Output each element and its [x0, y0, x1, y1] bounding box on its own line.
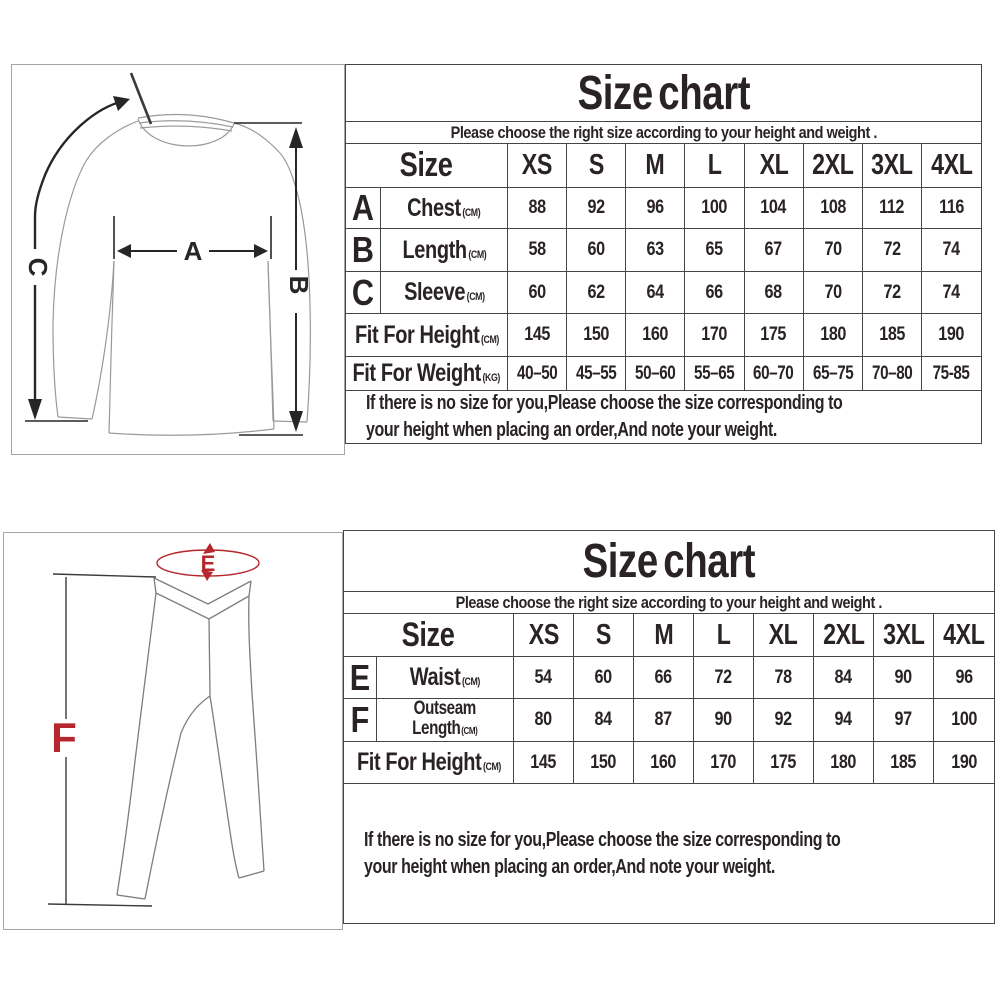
row-label-fit-for-weight: Fit For Weight (KG): [346, 357, 508, 391]
dim-label-b: B: [284, 275, 314, 295]
pants-diagram-box: [3, 532, 343, 930]
row-label-outseam-length: Outseam Length(CM): [377, 699, 514, 742]
value-cell: 150: [567, 314, 626, 357]
value-cell: 60–70: [745, 357, 804, 391]
value-cell: 68: [745, 272, 804, 314]
value-cell: 170: [685, 314, 744, 357]
column-header-xs: XS: [514, 614, 574, 657]
value-cell: 74: [922, 229, 981, 272]
value-cell: 90: [874, 657, 934, 699]
value-cell: 45–55: [567, 357, 626, 391]
value-cell: 160: [634, 742, 694, 784]
row-letter-a: A: [346, 188, 381, 229]
value-cell: 62: [567, 272, 626, 314]
value-cell: 65–75: [804, 357, 863, 391]
value-cell: 97: [874, 699, 934, 742]
value-cell: 100: [685, 188, 744, 229]
value-cell: 75-85: [922, 357, 981, 391]
value-cell: 65: [685, 229, 744, 272]
value-cell: 66: [634, 657, 694, 699]
column-header-2xl: 2XL: [804, 144, 863, 188]
value-cell: 63: [626, 229, 685, 272]
collar-pointer-line: [131, 73, 151, 124]
column-header-s: S: [567, 144, 626, 188]
value-cell: 92: [754, 699, 814, 742]
column-header-m: M: [626, 144, 685, 188]
value-cell: 40–50: [508, 357, 567, 391]
size-column-header: Size: [344, 614, 514, 657]
value-cell: 175: [745, 314, 804, 357]
dim-label-a: A: [183, 236, 203, 266]
dim-label-c: C: [23, 257, 53, 277]
row-letter-c: C: [346, 272, 381, 314]
value-cell: 67: [745, 229, 804, 272]
value-cell: 145: [508, 314, 567, 357]
row-label-waist: Waist (CM): [377, 657, 514, 699]
dim-label-e: E: [200, 551, 216, 576]
value-cell: 78: [754, 657, 814, 699]
size-column-header: Size: [346, 144, 508, 188]
row-label-chest: Chest (CM): [381, 188, 508, 229]
column-header-xl: XL: [745, 144, 804, 188]
row-label-fit-for-height: Fit For Height (CM): [346, 314, 508, 357]
value-cell: 72: [694, 657, 754, 699]
value-cell: 88: [508, 188, 567, 229]
value-cell: 96: [934, 657, 994, 699]
value-cell: 80: [514, 699, 574, 742]
value-cell: 112: [863, 188, 922, 229]
size-grid-bottom: [344, 614, 994, 784]
size-chart-title: Size chart: [344, 531, 994, 592]
value-cell: 60: [574, 657, 634, 699]
value-cell: 185: [863, 314, 922, 357]
value-cell: 108: [804, 188, 863, 229]
shirt-outline-svg: [12, 65, 344, 454]
row-label-fit-for-height: Fit For Height (CM): [344, 742, 514, 784]
pants-outline-svg: [4, 533, 342, 929]
size-table-top: [345, 64, 982, 444]
value-cell: 70: [804, 272, 863, 314]
value-cell: 70: [804, 229, 863, 272]
column-header-s: S: [574, 614, 634, 657]
value-cell: 54: [514, 657, 574, 699]
size-chart-subtitle: Please choose the right size according to your height and weight .: [346, 122, 981, 144]
value-cell: 150: [574, 742, 634, 784]
value-cell: 74: [922, 272, 981, 314]
value-cell: 100: [934, 699, 994, 742]
column-header-4xl: 4XL: [922, 144, 981, 188]
value-cell: 87: [634, 699, 694, 742]
value-cell: 190: [934, 742, 994, 784]
value-cell: 160: [626, 314, 685, 357]
value-cell: 96: [626, 188, 685, 229]
row-label-sleeve: Sleeve (CM): [381, 272, 508, 314]
value-cell: 70–80: [863, 357, 922, 391]
value-cell: 170: [694, 742, 754, 784]
value-cell: 116: [922, 188, 981, 229]
pants-outline: [117, 578, 264, 899]
shirt-outline: [53, 114, 310, 435]
value-cell: 84: [574, 699, 634, 742]
value-cell: 84: [814, 657, 874, 699]
value-cell: 60: [508, 272, 567, 314]
value-cell: 90: [694, 699, 754, 742]
value-cell: 190: [922, 314, 981, 357]
row-letter-f: F: [344, 699, 377, 742]
size-grid-top: [346, 144, 981, 391]
value-cell: 55–65: [685, 357, 744, 391]
column-header-xl: XL: [754, 614, 814, 657]
value-cell: 104: [745, 188, 804, 229]
column-header-2xl: 2XL: [814, 614, 874, 657]
column-header-l: L: [694, 614, 754, 657]
column-header-3xl: 3XL: [874, 614, 934, 657]
row-label-length: Length (CM): [381, 229, 508, 272]
dim-label-f: F: [51, 714, 77, 761]
row-letter-b: B: [346, 229, 381, 272]
value-cell: 145: [514, 742, 574, 784]
value-cell: 94: [814, 699, 874, 742]
row-letter-e: E: [344, 657, 377, 699]
size-note-bottom: If there is no size for you,Please choose the size corresponding to your height when placing an order,And note your weight.: [364, 828, 841, 878]
size-chart-title: Size chart: [346, 65, 981, 122]
size-note-top: If there is no size for you,Please choose the size corresponding to your height when placing an order,And note your weight.: [366, 392, 843, 441]
value-cell: 180: [814, 742, 874, 784]
column-header-xs: XS: [508, 144, 567, 188]
size-table-bottom: [343, 530, 995, 924]
value-cell: 175: [754, 742, 814, 784]
value-cell: 72: [863, 272, 922, 314]
column-header-l: L: [685, 144, 744, 188]
column-header-3xl: 3XL: [863, 144, 922, 188]
column-header-m: M: [634, 614, 694, 657]
value-cell: 64: [626, 272, 685, 314]
value-cell: 72: [863, 229, 922, 272]
value-cell: 66: [685, 272, 744, 314]
column-header-4xl: 4XL: [934, 614, 994, 657]
value-cell: 58: [508, 229, 567, 272]
value-cell: 50–60: [626, 357, 685, 391]
value-cell: 180: [804, 314, 863, 357]
shirt-diagram-box: [11, 64, 345, 455]
size-chart-subtitle: Please choose the right size according to your height and weight .: [344, 592, 994, 614]
value-cell: 92: [567, 188, 626, 229]
value-cell: 185: [874, 742, 934, 784]
value-cell: 60: [567, 229, 626, 272]
